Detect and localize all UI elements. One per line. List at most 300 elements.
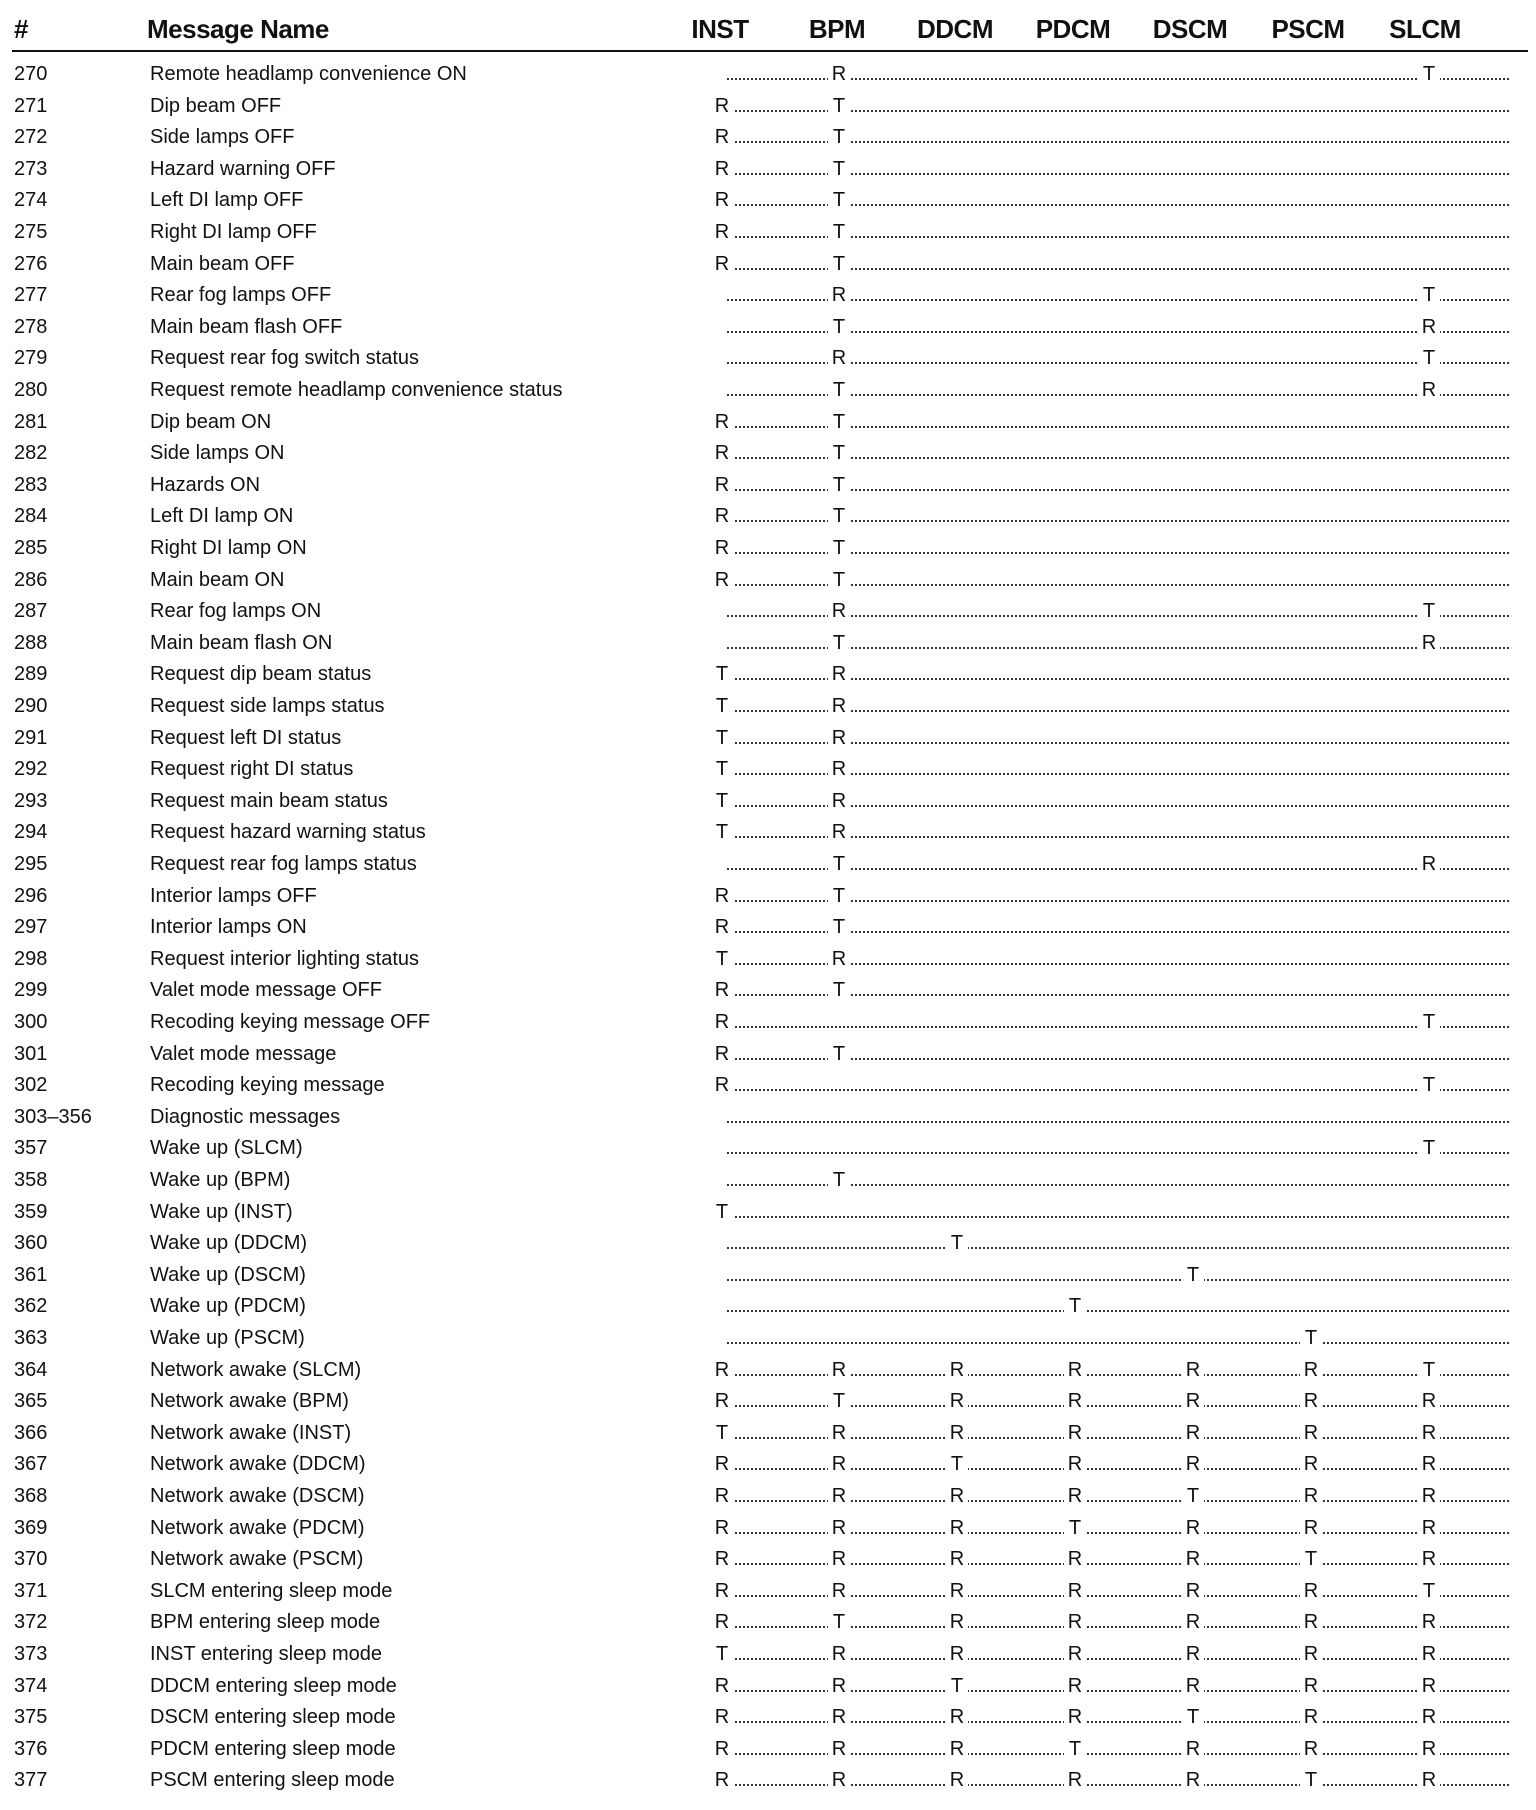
table-row [0,881,1536,913]
message-number: 374 [14,1674,48,1697]
table-row [0,249,1536,281]
mark-slcm: T [1418,1356,1440,1384]
mark-inst: T [711,945,733,973]
table-row [0,691,1536,723]
message-name: Recoding keying message [150,1074,385,1097]
mark-pscm: R [1300,1703,1322,1731]
table-row [0,407,1536,439]
mark-bpm: T [828,1387,850,1415]
mark-inst: R [711,1608,733,1636]
message-name: Hazards ON [150,473,261,496]
mark-inst: R [711,976,733,1004]
message-number: 285 [14,537,48,559]
table-row [0,1449,1536,1481]
table-row [0,1355,1536,1387]
mark-slcm: T [1418,1008,1440,1036]
header-dscm: DSCM [1152,14,1228,44]
table-row [0,1734,1536,1766]
mark-inst: T [711,818,733,846]
message-name: Network awake (PDCM) [150,1516,365,1539]
message-number: 287 [14,600,48,623]
mark-slcm: T [1418,597,1440,625]
message-name: Interior lamps ON [150,916,307,939]
mark-slcm: R [1418,629,1440,657]
mark-dscm: T [1182,1703,1204,1731]
message-name: Wake up (DDCM) [150,1232,308,1255]
message-name: Left DI lamp OFF [150,189,304,212]
message-number: 297 [14,916,48,939]
message-name: Network awake (INST) [150,1421,352,1444]
message-name: INST entering sleep mode [150,1643,382,1665]
table-row [0,185,1536,217]
mark-bpm: R [828,1672,850,1700]
mark-inst: R [711,1545,733,1573]
table-row [0,1576,1536,1608]
message-number: 358 [14,1169,48,1191]
header-bpm: BPM [808,14,866,44]
message-name: Remote headlamp convenience ON [150,63,467,85]
message-number: 371 [14,1579,48,1602]
mark-ddcm: R [946,1482,968,1510]
mark-bpm: T [828,629,850,657]
message-name: Rear fog lamps OFF [150,284,332,307]
table-row [0,1418,1536,1450]
mark-inst: R [711,534,733,562]
mark-dscm: R [1182,1545,1204,1573]
table-row [0,1702,1536,1734]
mark-ddcm: R [946,1514,968,1542]
mark-inst: R [711,155,733,183]
mark-slcm: T [1418,1071,1440,1099]
mark-inst: R [711,1387,733,1415]
message-number: 366 [14,1421,48,1444]
table-row [0,533,1536,565]
mark-ddcm: T [946,1229,968,1257]
message-name: Network awake (SLCM) [150,1358,362,1381]
mark-bpm: T [828,439,850,467]
mark-pdcm: R [1064,1545,1086,1573]
mark-inst: T [711,1640,733,1668]
table-row [0,470,1536,502]
mark-bpm: R [828,1640,850,1668]
message-name: Request remote headlamp convenience status [150,379,563,401]
mark-bpm: T [828,218,850,246]
dot-leader [727,1121,1509,1123]
message-name: Interior lamps OFF [150,884,317,907]
mark-pdcm: T [1064,1514,1086,1542]
message-number: 377 [14,1769,48,1792]
mark-slcm: R [1418,1672,1440,1700]
message-name: Main beam flash ON [150,631,333,654]
mark-pdcm: R [1064,1703,1086,1731]
message-number: 280 [14,379,48,401]
table-row [0,975,1536,1007]
message-number: 299 [14,979,48,1002]
mark-inst: R [711,186,733,214]
mark-bpm: T [828,250,850,278]
mark-bpm: T [828,376,850,404]
message-name: Wake up (SLCM) [150,1137,303,1160]
table-row [0,786,1536,818]
mark-pdcm: R [1064,1672,1086,1700]
message-name: Hazard warning OFF [150,157,336,180]
mark-inst: R [711,1735,733,1763]
dot-leader [727,1310,1509,1312]
mark-bpm: R [828,1735,850,1763]
mark-bpm: T [828,1040,850,1068]
message-number: 282 [14,442,48,465]
message-number: 273 [14,157,48,180]
table-row [0,312,1536,344]
mark-bpm: R [828,1766,850,1794]
mark-inst: T [711,692,733,720]
mark-pscm: R [1300,1640,1322,1668]
mark-slcm: R [1418,1450,1440,1478]
mark-pscm: R [1300,1387,1322,1415]
mark-ddcm: R [946,1735,968,1763]
message-number: 288 [14,631,48,654]
dot-leader [727,1342,1509,1344]
message-number: 373 [14,1643,48,1665]
mark-bpm: R [828,1482,850,1510]
message-number: 277 [14,284,48,307]
message-number: 364 [14,1358,48,1381]
message-name: SLCM entering sleep mode [150,1579,393,1602]
mark-ddcm: R [946,1640,968,1668]
mark-bpm: T [828,850,850,878]
message-number: 367 [14,1453,48,1476]
mark-pscm: R [1300,1735,1322,1763]
message-name: Request left DI status [150,726,342,749]
table-row [0,1291,1536,1323]
header-ddcm: DDCM [917,14,993,44]
table-row [0,817,1536,849]
mark-pscm: R [1300,1608,1322,1636]
mark-ddcm: R [946,1356,968,1384]
mark-ddcm: R [946,1766,968,1794]
table-row [0,944,1536,976]
table-row [0,849,1536,881]
mark-inst: R [711,408,733,436]
mark-bpm: R [828,1514,850,1542]
message-name: Request right DI status [150,758,354,781]
mark-inst: R [711,1703,733,1731]
table-row [0,754,1536,786]
header-pdcm: PDCM [1035,14,1111,44]
mark-slcm: R [1418,1640,1440,1668]
table-row [0,1197,1536,1229]
mark-dscm: R [1182,1387,1204,1415]
message-number: 296 [14,884,48,907]
message-number: 294 [14,821,48,844]
message-number: 370 [14,1548,48,1571]
table-row [0,1133,1536,1165]
mark-inst: R [711,218,733,246]
table-row [0,1165,1536,1197]
table-row [0,501,1536,533]
message-number: 290 [14,695,48,717]
mark-inst: R [711,566,733,594]
table-row [0,1544,1536,1576]
mark-ddcm: R [946,1545,968,1573]
mark-pdcm: R [1064,1419,1086,1447]
table-row [0,1386,1536,1418]
message-number: 271 [14,94,48,117]
message-number: 274 [14,189,48,212]
message-number: 283 [14,473,48,496]
message-name: Wake up (PDCM) [150,1295,306,1318]
message-name: Left DI lamp ON [150,505,294,528]
mark-dscm: R [1182,1766,1204,1794]
mark-inst: R [711,123,733,151]
table-row [0,1639,1536,1671]
header-inst: INST [691,14,749,44]
mark-bpm: R [828,1356,850,1384]
mark-slcm: T [1418,1134,1440,1162]
mark-pscm: T [1300,1766,1322,1794]
message-name: Main beam flash OFF [150,315,343,338]
message-number: 286 [14,568,48,591]
mark-inst: T [711,724,733,752]
mark-bpm: T [828,913,850,941]
table-row [0,628,1536,660]
message-number: 293 [14,789,48,812]
message-number: 301 [14,1042,48,1065]
message-number: 270 [14,63,48,85]
message-number: 360 [14,1232,48,1255]
table-row [0,1007,1536,1039]
mark-bpm: T [828,566,850,594]
mark-slcm: R [1418,376,1440,404]
message-number: 372 [14,1611,48,1634]
mark-inst: T [711,755,733,783]
mark-dscm: T [1182,1482,1204,1510]
mark-bpm: T [828,408,850,436]
mark-slcm: T [1418,281,1440,309]
message-number: 359 [14,1200,48,1223]
table-row [0,59,1536,91]
mark-bpm: T [828,313,850,341]
message-number: 376 [14,1737,48,1760]
message-name: Request rear fog lamps status [150,853,417,875]
mark-bpm: T [828,502,850,530]
message-name: Request main beam status [150,789,388,812]
table-row [0,1260,1536,1292]
message-name: Side lamps ON [150,442,285,465]
mark-slcm: R [1418,1514,1440,1542]
mark-inst: R [711,1071,733,1099]
mark-ddcm: R [946,1387,968,1415]
message-name: Recoding keying message OFF [150,1011,431,1033]
mark-bpm: R [828,281,850,309]
mark-dscm: R [1182,1514,1204,1542]
message-name: DDCM entering sleep mode [150,1674,397,1697]
header-pscm: PSCM [1271,14,1345,44]
mark-bpm: T [828,882,850,910]
message-name: Dip beam ON [150,410,272,433]
mark-inst: R [711,439,733,467]
mark-bpm: R [828,60,850,88]
mark-dscm: R [1182,1672,1204,1700]
mark-dscm: R [1182,1450,1204,1478]
dot-leader [727,1247,1509,1249]
mark-ddcm: T [946,1450,968,1478]
mark-inst: R [711,1008,733,1036]
table-row [0,912,1536,944]
message-name: Valet mode message [150,1042,337,1065]
message-number: 292 [14,758,48,781]
mark-pdcm: R [1064,1640,1086,1668]
table-row [0,565,1536,597]
message-name: Request interior lighting status [150,947,420,970]
mark-slcm: R [1418,850,1440,878]
mark-slcm: R [1418,1735,1440,1763]
message-name: Main beam ON [150,568,285,591]
mark-inst: T [711,1198,733,1226]
table-row [0,375,1536,407]
message-name: Diagnostic messages [150,1105,341,1128]
message-name: DSCM entering sleep mode [150,1706,396,1729]
table-row [0,280,1536,312]
mark-ddcm: T [946,1672,968,1700]
mark-pscm: R [1300,1577,1322,1605]
message-number: 365 [14,1390,48,1413]
message-name: PSCM entering sleep mode [150,1769,395,1792]
message-name: Main beam OFF [150,252,295,275]
message-name: Request rear fog switch status [150,347,420,370]
message-number: 369 [14,1516,48,1539]
mark-pdcm: R [1064,1766,1086,1794]
message-number: 291 [14,726,48,749]
message-number: 363 [14,1327,48,1349]
table-row [0,659,1536,691]
table-row [0,596,1536,628]
mark-bpm: R [828,344,850,372]
mark-inst: R [711,92,733,120]
mark-pdcm: T [1064,1735,1086,1763]
mark-slcm: R [1418,1419,1440,1447]
mark-bpm: R [828,818,850,846]
mark-bpm: T [828,976,850,1004]
mark-dscm: R [1182,1608,1204,1636]
mark-bpm: T [828,534,850,562]
message-name: Rear fog lamps ON [150,600,322,623]
mark-bpm: R [828,1577,850,1605]
message-name: BPM entering sleep mode [150,1611,381,1634]
mark-inst: T [711,660,733,688]
mark-slcm: T [1418,344,1440,372]
table-row [0,1070,1536,1102]
mark-inst: R [711,1766,733,1794]
mark-dscm: R [1182,1419,1204,1447]
header-number: # [14,14,28,44]
mark-dscm: R [1182,1735,1204,1763]
mark-bpm: R [828,1450,850,1478]
mark-pscm: R [1300,1514,1322,1542]
mark-pscm: R [1300,1356,1322,1384]
mark-bpm: R [828,1703,850,1731]
mark-bpm: T [828,1608,850,1636]
mark-pscm: R [1300,1672,1322,1700]
message-name: Request hazard warning status [150,821,426,844]
header-message-name: Message Name [147,14,329,44]
mark-bpm: T [828,123,850,151]
table-row [0,1765,1536,1797]
mark-pscm: R [1300,1482,1322,1510]
mark-pdcm: R [1064,1608,1086,1636]
message-name: Valet mode message OFF [150,979,382,1002]
mark-bpm: R [828,1545,850,1573]
mark-inst: T [711,1419,733,1447]
mark-bpm: R [828,692,850,720]
mark-inst: R [711,882,733,910]
message-number: 279 [14,347,48,370]
mark-bpm: T [828,155,850,183]
mark-bpm: R [828,787,850,815]
table-row [0,1102,1536,1134]
dot-leader [727,1089,1509,1091]
message-number: 281 [14,410,48,433]
table-row [0,217,1536,249]
mark-dscm: R [1182,1640,1204,1668]
table-row [0,1481,1536,1513]
mark-pdcm: R [1064,1356,1086,1384]
dot-leader [727,1026,1509,1028]
message-number: 284 [14,505,48,528]
mark-inst: T [711,787,733,815]
message-name: Request side lamps status [150,695,385,717]
mark-bpm: R [828,1419,850,1447]
dot-leader [727,1216,1509,1218]
mark-slcm: T [1418,60,1440,88]
message-number: 278 [14,315,48,338]
message-name: PDCM entering sleep mode [150,1737,396,1760]
mark-inst: R [711,1356,733,1384]
mark-bpm: T [828,186,850,214]
header-rule [12,50,1528,52]
mark-slcm: R [1418,1482,1440,1510]
message-name: Wake up (DSCM) [150,1263,306,1286]
message-number: 302 [14,1074,48,1097]
table-row [0,1607,1536,1639]
mark-inst: R [711,1577,733,1605]
mark-pdcm: R [1064,1450,1086,1478]
mark-bpm: T [828,1166,850,1194]
mark-inst: R [711,1040,733,1068]
mark-bpm: T [828,471,850,499]
mark-pdcm: T [1064,1292,1086,1320]
message-number: 272 [14,126,48,149]
mark-bpm: R [828,945,850,973]
mark-ddcm: R [946,1577,968,1605]
mark-inst: R [711,1450,733,1478]
message-name: Network awake (BPM) [150,1390,349,1413]
message-number: 289 [14,663,48,686]
mark-inst: R [711,913,733,941]
mark-ddcm: R [946,1419,968,1447]
mark-inst: R [711,1672,733,1700]
table-row [0,1228,1536,1260]
dot-leader [727,1279,1509,1281]
message-name: Dip beam OFF [150,94,282,117]
mark-inst: R [711,502,733,530]
mark-inst: R [711,250,733,278]
mark-ddcm: R [946,1608,968,1636]
message-number: 275 [14,221,48,243]
message-number: 295 [14,853,48,875]
mark-inst: R [711,1482,733,1510]
message-number: 362 [14,1295,48,1318]
